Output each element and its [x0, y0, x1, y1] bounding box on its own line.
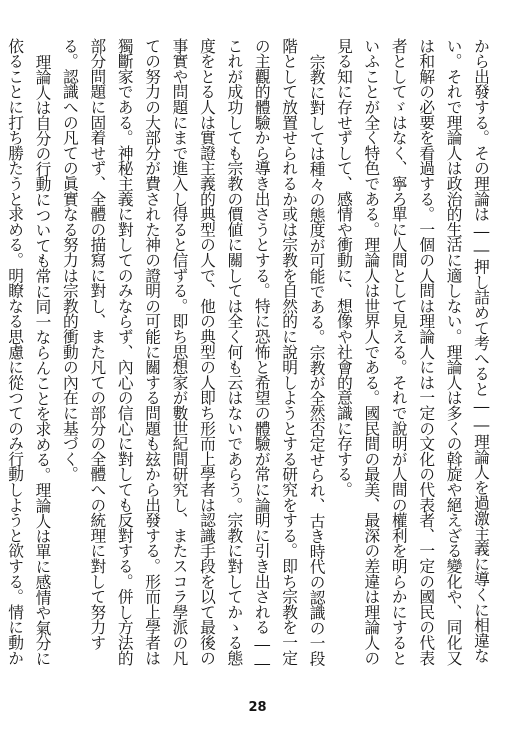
paragraph-3: 理論人は自分の行動についても常に同一ならんことを求める。理論人は單に感情や氣分に依ることに打ち勝たうと求める。明瞭なる思慮に從つてのみ行動しようと欲する。情に動か [6, 38, 53, 666]
paragraph-1: から出發する。その理論は――押し詰めて考へると――理論人を過激主義に導くに相違ない。それで理論人は政治的生活に適しない。理論人は多くの斡旋や絕えざる變化や、同化又は和解の必要を看過する。一個の人間は理論人には一定の文化の代表者、一定の國民の代表者としてゞはなく、寧ろ單に人間として見える。それで說明が人間の權利を明らかにするといふことが全く特色である。理論人は世界人である。國民間の最美、最深の差違は理論人の見る知に存せずして、感情や衝動に、想像や社會的意識に存する。 [334, 38, 491, 666]
page-body-text [6, 38, 495, 674]
paragraph-2: 宗教に對しては種々の態度が可能である。宗教が全然否定せられ、古き時代の認識の一段階として放置せられるか或は宗教を自然的に說明しようとする研究をする。即ち宗教を一定の主觀的體驗から導き出さうとする。特に恐怖と希望の體驗が常に論明に引き出される――これが成功しても宗教の價値に關しては全く何も云はないであらう。宗教に對してかゝる態度をとる人は實證主義的典型の人で、他の典型の人即ち形而上學者は認識手段を以て最後の事實や問題にまで進入し得ると信ずる。即ち思想家が數世紀間研究し、またスコラ學派の凡ての努力の大部分が費された神の證明の可能に關する問題も玆から出發する。形而上學者は獨斷家である。神秘主義に對してのみならず、內心の信心に對しても反對する。併し方法的部分問題に固着せず、全體の描寫に對し、また凡ての部分の全體への統理に對して努力する。認識への凡ての眞實なる努力は宗教的衝動の內在に基づく。 [60, 38, 327, 672]
page-number: 28 [248, 700, 267, 715]
